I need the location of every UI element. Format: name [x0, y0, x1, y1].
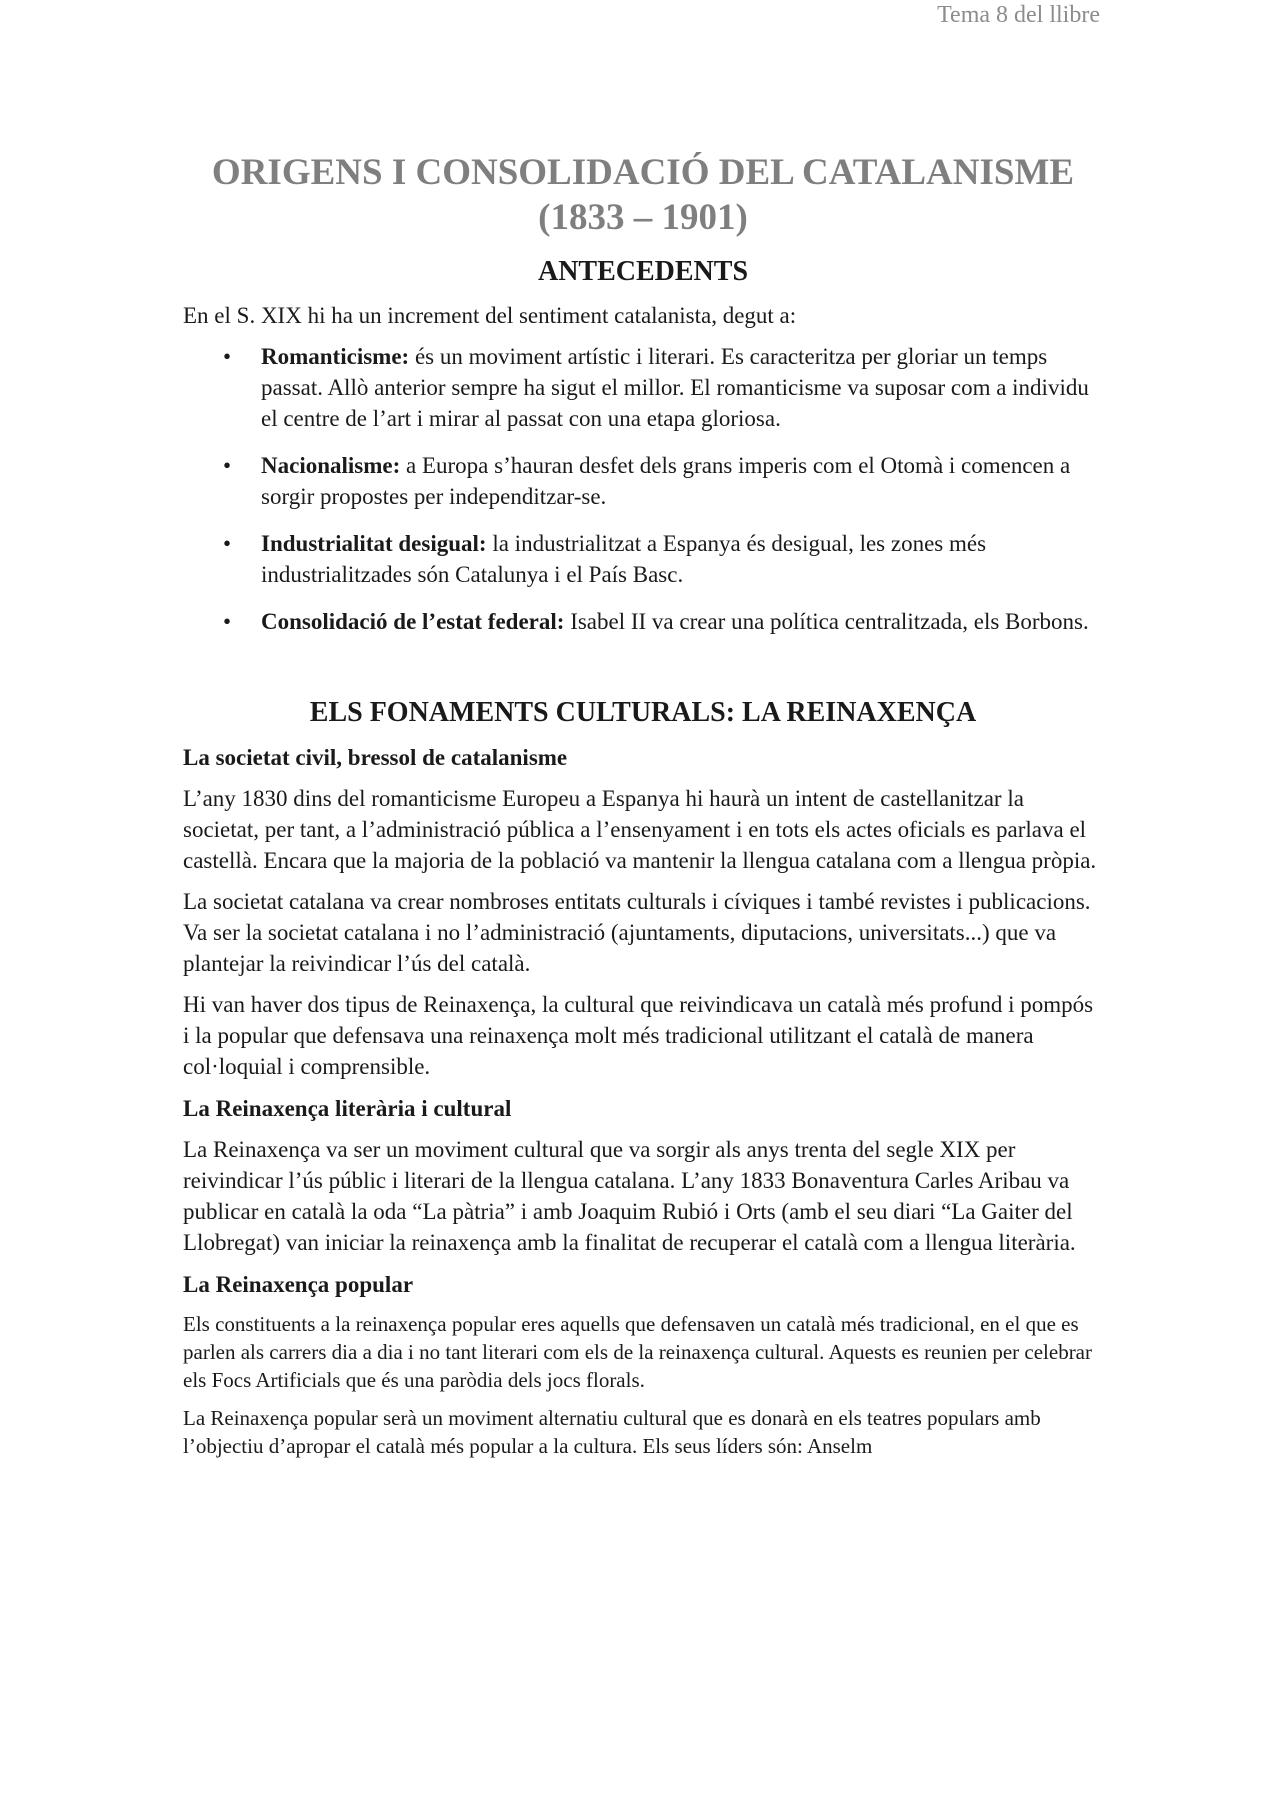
list-item-text: Isabel II va crear una política centralitzada, els Borbons. — [564, 609, 1089, 634]
list-item-text: a Europa s’hauran desfet dels grans imperis com el Otomà i comencen a sorgir propostes per independitzar-se. — [261, 453, 1071, 509]
list-item-text: la industrialitzat a Espanya és desigual, les zones més industrialitzades són Catalunya i el País Basc. — [261, 531, 987, 587]
document-title — [183, 150, 1103, 240]
paragraph: Hi van haver dos tipus de Reinaxença, la cultural que reivindicava un català més profund i pompós i la popular que defensava una reinaxença molt més tradicional utilitzant el català de manera col·loquial i comprensible. — [183, 992, 1094, 1079]
list-item — [183, 341, 1103, 434]
list-item-term: Consolidació de l’estat federal: — [261, 609, 565, 634]
bullet-icon: • — [223, 453, 232, 478]
document-title-line2: (1833 – 1901) — [538, 197, 748, 238]
paragraph: Els constituents a la reinaxença popular eres aquells que defensaven un català més tradicional, en el que es parlen als carrers dia a dia i no tant literari com els de la reinaxença cultural. Aquests es reunien per celebrar els Focs Artificials que és una paròdia dels jocs florals. — [183, 1312, 1092, 1392]
section-title-fonaments: ELS FONAMENTS CULTURALS: LA REINAXENÇA — [309, 697, 977, 728]
list-item — [183, 606, 1103, 637]
document-body — [183, 150, 1103, 1460]
document-title-line1: ORIGENS I CONSOLIDACIÓ DEL CATALANISME — [211, 152, 1075, 193]
list-item-term: Nacionalisme: — [261, 453, 401, 478]
bullet-icon: • — [223, 531, 232, 556]
paragraph: La Reinaxença popular serà un moviment alternatiu cultural que es donarà en els teatres populars amb l’objectiu d’apropar el català més popular a la cultura. Els seus líders són: Anselm — [183, 1406, 1041, 1458]
list-item — [183, 450, 1103, 512]
paragraph: La Reinaxença va ser un moviment cultural que va sorgir als anys trenta del segle XIX per reivindicar l’ús públic i literari de la llengua catalana. L’any 1833 Bonaventura Carles Aribau va publicar en català la oda “La pàtria” i amb Joaquim Rubió i Orts (amb el seu diari “La Gaiter del Llobregat) van iniciar la reinaxença amb la finalitat de recuperar el català com a llengua literària. — [183, 1137, 1076, 1255]
antecedents-list — [183, 341, 1103, 637]
bullet-icon: • — [223, 609, 232, 634]
list-item — [183, 528, 1103, 590]
section-title-antecedents: ANTECEDENTS — [537, 256, 749, 287]
subheading-reinaxenca-popular: La Reinaxença popular — [183, 1272, 414, 1297]
list-item-term: Industrialitat desigual: — [261, 531, 487, 556]
paragraph: L’any 1830 dins del romanticisme Europeu a Espanya hi haurà un intent de castellanitzar la societat, per tant, a l’administració pública a l’ensenyament i en tots els actes oficials es parlava el castellà. Encara que la majoria de la població va mantenir la llengua catalana com a llengua pròpia. — [183, 786, 1097, 873]
subheading-reinaxenca-literaria: La Reinaxença literària i cultural — [183, 1096, 512, 1121]
list-item-term: Romanticisme: — [261, 344, 410, 369]
subheading-societat-civil: La societat civil, bressol de catalanisme — [183, 745, 568, 770]
page-header-topic: Tema 8 del llibre — [937, 2, 1100, 28]
antecedents-intro: En el S. XIX hi ha un increment del sentiment catalanista, degut a: — [183, 303, 797, 328]
bullet-icon: • — [223, 344, 232, 369]
paragraph: La societat catalana va crear nombroses entitats culturals i cíviques i també revistes i publicacions. Va ser la societat catalana i no l’administració (ajuntaments, diputacions, universitats...) que va plantejar la reivindicar l’ús del català. — [183, 889, 1091, 976]
list-item-text: és un moviment artístic i literari. Es caracteritza per gloriar un temps passat. Allò anterior sempre ha sigut el millor. El romanticisme va suposar com a individu el centre de l’art i mirar al passat con una etapa gloriosa. — [261, 344, 1089, 431]
